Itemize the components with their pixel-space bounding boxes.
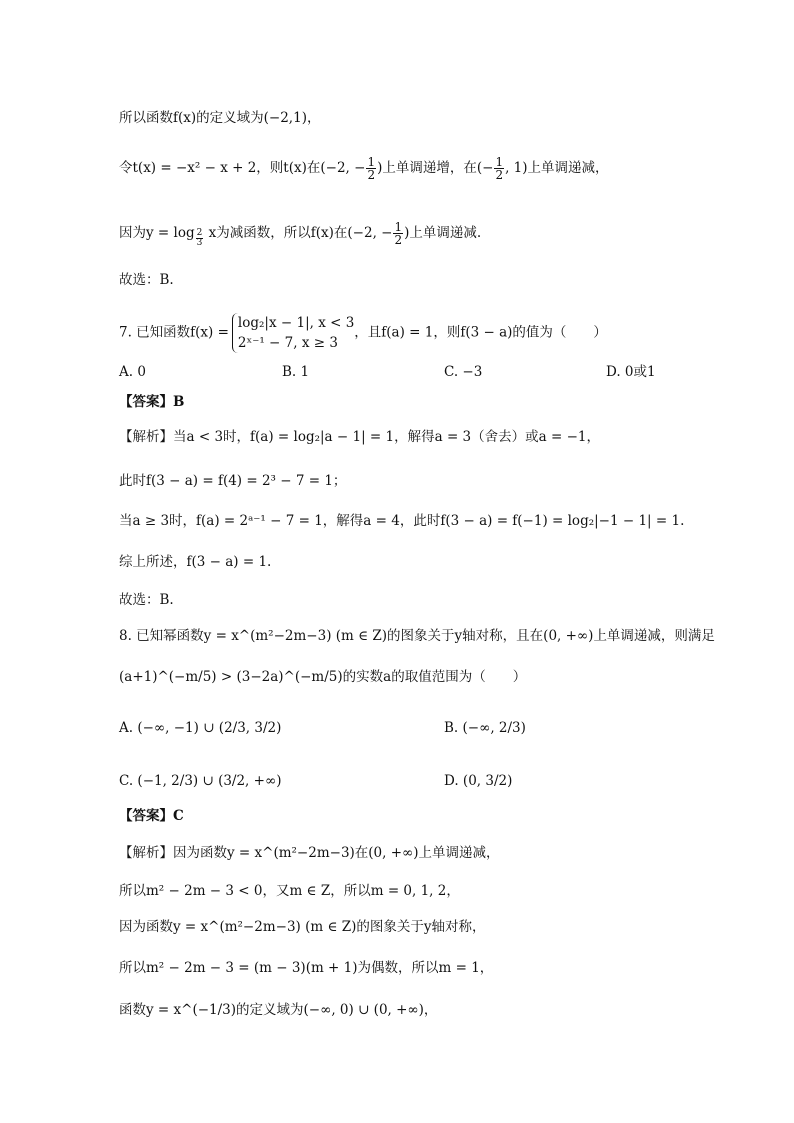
fraction-denominator: 2 <box>495 168 504 182</box>
q8-analysis-1: 【解析】因为函数y = x^(m²−2m−3)在(0, +∞)上单调递减， <box>119 845 500 861</box>
piecewise-case-1: log₂|x − 1|, x < 3 <box>237 315 355 331</box>
fraction-numerator: 1 <box>394 220 403 234</box>
text-span: )上单调递增，在(− <box>377 160 494 176</box>
text-span: 7. 已知函数f(x) = <box>119 324 229 341</box>
fraction-denominator: 2 <box>394 233 403 247</box>
q8-option-c: C. (−1, 2/3) ∪ (3/2, +∞) <box>119 773 282 789</box>
fraction-denominator: 2 <box>367 168 376 182</box>
question-8-line-2: (a+1)^(−m/5) > (3−2a)^(−m/5)的实数a的取值范围为（ ） <box>119 669 527 685</box>
text-span: , 1)上单调递减， <box>505 160 609 176</box>
piecewise-case-2: 2ˣ⁻¹ − 7, x ≥ 3 <box>237 335 338 351</box>
q8-option-a: A. (−∞, −1) ∪ (2/3, 3/2) <box>119 720 282 736</box>
q7-analysis-3: 当a ≥ 3时，f(a) = 2ᵃ⁻¹ − 7 = 1，解得a = 4，此时f(3 − a) = f(−1) = log₂|−1 − 1| = 1. <box>119 513 685 529</box>
text-line-t-monotonic <box>119 156 734 181</box>
q8-option-d: D. (0, 3/2) <box>444 773 513 789</box>
text-line-log-decreasing <box>119 221 734 248</box>
q7-analysis-4: 综上所述，f(3 − a) = 1. <box>119 554 272 570</box>
q7-analysis-5: 故选：B. <box>119 592 174 608</box>
text-span: x为减函数，所以f(x)在 <box>208 225 348 241</box>
q8-analysis-4: 所以m² − 2m − 3 = (m − 3)(m + 1)为偶数，所以m = 1， <box>119 960 494 976</box>
fraction-denominator: 3 <box>196 238 203 248</box>
q7-analysis-2: 此时f(3 − a) = f(4) = 2³ − 7 = 1； <box>119 473 347 489</box>
question-7 <box>119 313 734 353</box>
text-span: ，且f(a) = 1，则f(3 − a)的值为（ ） <box>354 324 607 341</box>
text-span: 因为y = log <box>119 225 195 241</box>
q8-analysis-5: 函数y = x^(−1/3)的定义域为(−∞, 0) ∪ (0, +∞)， <box>119 1002 438 1018</box>
text-span: 令t(x) = −x² − x + 2，则t(x)在 <box>119 160 321 176</box>
q7-option-b: B. 1 <box>282 364 310 380</box>
text-span: )上单调递减. <box>404 225 482 241</box>
q7-answer: 【答案】B <box>119 394 185 410</box>
fraction-numerator: 1 <box>367 155 376 169</box>
piecewise-function <box>232 313 354 353</box>
text-span: (−2, − <box>320 160 366 176</box>
q8-answer: 【答案】C <box>119 808 184 824</box>
log-base-fraction <box>196 229 204 248</box>
q8-analysis-3: 因为函数y = x^(m²−2m−3) (m ∈ Z)的图象关于y轴对称， <box>119 919 486 935</box>
q8-analysis-2: 所以m² − 2m − 3 < 0，又m ∈ Z，所以m = 0, 1, 2， <box>119 883 460 899</box>
fraction <box>366 156 376 181</box>
q7-option-a: A. 0 <box>119 364 146 380</box>
text-span: (−2, − <box>347 225 393 241</box>
q7-option-c: C. −3 <box>444 364 483 380</box>
fraction-numerator: 2 <box>196 228 203 238</box>
text-line-domain: 所以函数f(x)的定义域为(−2,1)， <box>119 110 321 126</box>
fraction-numerator: 1 <box>495 155 504 169</box>
text-line-choice-b: 故选：B. <box>119 272 174 288</box>
q7-analysis-1: 【解析】当a < 3时，f(a) = log₂|a − 1| = 1，解得a = 3（舍去）或a = −1， <box>119 429 600 445</box>
q8-option-b: B. (−∞, 2/3) <box>444 720 526 736</box>
fraction <box>494 156 504 181</box>
fraction <box>393 221 403 246</box>
q7-option-d: D. 0或1 <box>606 364 656 380</box>
question-8-line-1: 8. 已知幂函数y = x^(m²−2m−3) (m ∈ Z)的图象关于y轴对称，且在(0, +∞)上单调递减，则满足 <box>119 628 715 644</box>
